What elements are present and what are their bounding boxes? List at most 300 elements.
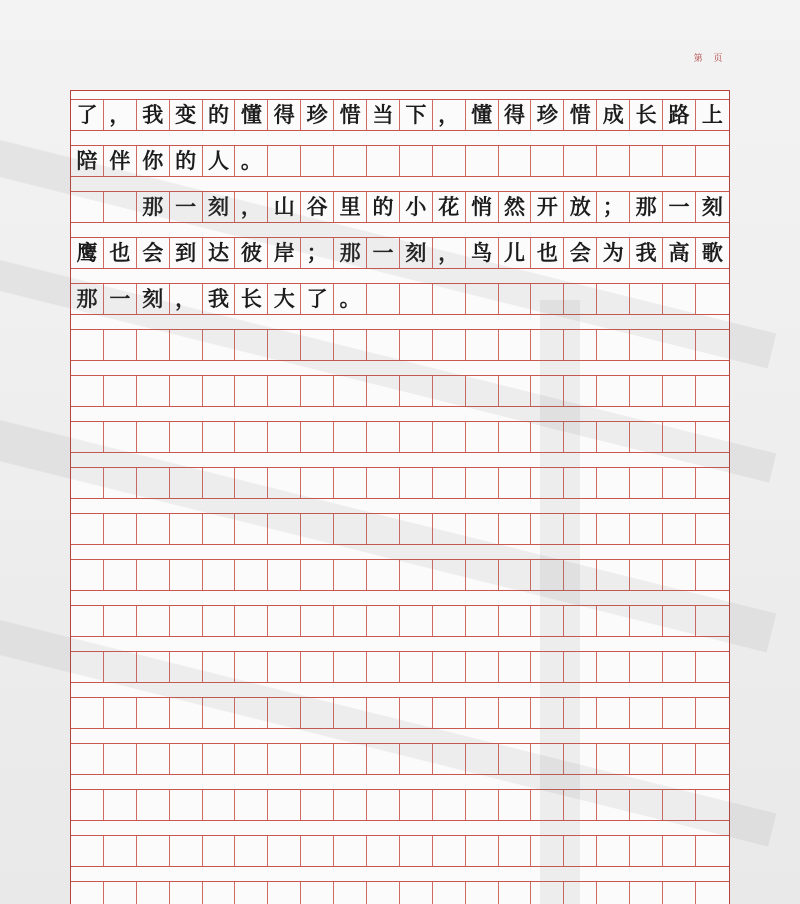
grid-cell	[235, 882, 268, 904]
grid-cell	[531, 330, 564, 360]
grid-row	[71, 191, 729, 223]
grid-cell	[564, 836, 597, 866]
grid-row	[71, 467, 729, 499]
grid-cell	[499, 422, 532, 452]
grid-cell	[400, 560, 433, 590]
grid-cell	[630, 330, 663, 360]
grid-cell	[71, 330, 104, 360]
grid-cell	[137, 330, 170, 360]
grid-cell	[301, 836, 334, 866]
grid-cell: 变	[170, 100, 203, 130]
grid-cell	[466, 698, 499, 728]
grid-cell: 那	[630, 192, 663, 222]
grid-cell	[499, 606, 532, 636]
grid-cell: 惜	[334, 100, 367, 130]
grid-cell	[367, 468, 400, 498]
grid-cell	[235, 652, 268, 682]
grid-cell	[137, 468, 170, 498]
grid-cell	[301, 468, 334, 498]
grid-cell	[235, 744, 268, 774]
grid-cell	[433, 468, 466, 498]
grid-cell: 然	[499, 192, 532, 222]
grid-cell	[630, 560, 663, 590]
grid-cell	[301, 422, 334, 452]
grid-cell	[137, 376, 170, 406]
grid-cell	[696, 284, 729, 314]
grid-cell	[433, 652, 466, 682]
grid-cell	[433, 698, 466, 728]
grid-cell	[301, 652, 334, 682]
grid-cell	[400, 652, 433, 682]
grid-cell: 一	[663, 192, 696, 222]
grid-cell	[564, 422, 597, 452]
grid-cell	[466, 422, 499, 452]
grid-cell	[268, 146, 301, 176]
grid-cell	[466, 790, 499, 820]
grid-cell: 刻	[701, 194, 723, 219]
grid-cell	[433, 284, 466, 314]
grid-cell	[268, 376, 301, 406]
grid-cell	[301, 514, 334, 544]
grid-cell	[400, 606, 433, 636]
grid-cell	[630, 698, 663, 728]
grid-cell	[696, 422, 729, 452]
grid-cell	[301, 790, 334, 820]
grid-cell	[499, 698, 532, 728]
grid-cell	[466, 284, 499, 314]
grid-cell: ，	[433, 100, 466, 130]
grid-cell	[597, 468, 630, 498]
grid-cell	[663, 146, 696, 176]
grid-cell	[663, 698, 696, 728]
grid-cell	[433, 146, 466, 176]
grid-cell	[170, 882, 203, 904]
grid-cell	[203, 836, 236, 866]
grid-cell	[564, 514, 597, 544]
grid-cell: 得	[499, 100, 532, 130]
page-number-label: 第 页	[693, 54, 727, 64]
grid-cell	[334, 330, 367, 360]
grid-cell	[71, 468, 104, 498]
grid-cell: 我	[137, 100, 170, 130]
grid-cell	[367, 284, 400, 314]
grid-cell	[71, 514, 104, 544]
grid-cell	[466, 514, 499, 544]
grid-cell	[630, 284, 663, 314]
grid-cell	[170, 330, 203, 360]
grid-cell	[630, 744, 663, 774]
grid-cell: 儿	[499, 238, 532, 268]
grid-cell: 下	[400, 100, 433, 130]
grid-cell	[203, 698, 236, 728]
grid-cell	[663, 744, 696, 774]
grid-cell	[367, 836, 400, 866]
grid-cell	[367, 790, 400, 820]
grid-cell	[531, 606, 564, 636]
grid-cell	[597, 652, 630, 682]
grid-cell: 山	[268, 192, 301, 222]
grid-cell	[334, 882, 367, 904]
grid-cell	[499, 882, 532, 904]
grid-cell	[104, 790, 137, 820]
grid-cell	[466, 606, 499, 636]
grid-cell	[433, 560, 466, 590]
grid-cell	[367, 744, 400, 774]
grid-cell: 那	[71, 284, 104, 314]
grid-cell	[71, 422, 104, 452]
grid-cell: 长	[630, 100, 663, 130]
grid-cell: ，	[235, 192, 268, 222]
grid-cell	[268, 836, 301, 866]
grid-cell: 悄	[466, 192, 499, 222]
grid-cell	[630, 376, 663, 406]
grid-cell: 的	[170, 146, 203, 176]
grid-cell	[235, 606, 268, 636]
grid-cell	[663, 790, 696, 820]
grid-cell	[531, 376, 564, 406]
grid-cell	[334, 560, 367, 590]
grid-cell	[499, 376, 532, 406]
grid-cell	[696, 652, 729, 682]
grid-cell	[564, 468, 597, 498]
grid-cell	[104, 468, 137, 498]
grid-cell	[564, 882, 597, 904]
grid-cell	[531, 882, 564, 904]
grid-cell: 鸟	[466, 238, 499, 268]
grid-cell: 成	[597, 100, 630, 130]
grid-cell	[301, 376, 334, 406]
grid-cell	[301, 744, 334, 774]
grid-cell	[235, 698, 268, 728]
grid-cell	[564, 560, 597, 590]
grid-cell	[433, 330, 466, 360]
grid-row	[71, 421, 729, 453]
grid-cell: 也	[531, 238, 564, 268]
grid-cell	[630, 146, 663, 176]
grid-cell	[597, 560, 630, 590]
grid-cell	[268, 698, 301, 728]
grid-cell	[433, 882, 466, 904]
grid-cell	[663, 422, 696, 452]
grid-cell	[104, 836, 137, 866]
grid-cell	[531, 146, 564, 176]
grid-cell: 歌	[701, 240, 723, 265]
grid-cell	[71, 882, 104, 904]
grid-cell	[663, 330, 696, 360]
grid-cell	[531, 284, 564, 314]
grid-cell	[531, 560, 564, 590]
grid-cell	[499, 790, 532, 820]
grid-cell	[137, 744, 170, 774]
grid-cell	[499, 514, 532, 544]
grid-cell	[301, 330, 334, 360]
grid-cell	[334, 698, 367, 728]
grid-cell	[630, 606, 663, 636]
grid-cell	[137, 514, 170, 544]
grid-cell	[696, 560, 729, 590]
grid-row	[71, 835, 729, 867]
grid-row	[71, 375, 729, 407]
grid-cell	[663, 836, 696, 866]
grid-cell	[71, 698, 104, 728]
grid-row	[71, 329, 729, 361]
grid-cell	[71, 836, 104, 866]
grid-cell	[400, 882, 433, 904]
grid-cell	[71, 376, 104, 406]
grid-cell	[104, 330, 137, 360]
grid-cell: 我	[630, 238, 663, 268]
grid-cell	[367, 422, 400, 452]
grid-cell	[696, 146, 729, 176]
grid-cell	[170, 652, 203, 682]
grid-row	[71, 651, 729, 683]
grid-cell	[104, 560, 137, 590]
grid-cell	[663, 514, 696, 544]
grid-cell	[531, 468, 564, 498]
grid-cell: 伴	[104, 146, 137, 176]
grid-cell: ；	[597, 192, 630, 222]
grid-cell	[597, 882, 630, 904]
grid-cell	[137, 560, 170, 590]
grid-cell	[367, 882, 400, 904]
grid-cell	[235, 422, 268, 452]
grid-cell	[334, 790, 367, 820]
grid-cell	[433, 744, 466, 774]
grid-cell	[564, 606, 597, 636]
grid-cell	[663, 652, 696, 682]
grid-cell	[696, 376, 729, 406]
grid-cell	[104, 376, 137, 406]
grid-cell	[630, 652, 663, 682]
grid-cell: 岸	[268, 238, 301, 268]
grid-cell	[367, 606, 400, 636]
grid-cell: 高	[663, 238, 696, 268]
grid-cell	[268, 560, 301, 590]
grid-cell	[268, 468, 301, 498]
grid-cell: 懂	[466, 100, 499, 130]
grid-cell	[334, 422, 367, 452]
grid-cell	[203, 560, 236, 590]
grid-cell	[235, 330, 268, 360]
grid-cell	[499, 468, 532, 498]
grid-cell: 一	[367, 238, 400, 268]
grid-cell	[696, 698, 729, 728]
grid-cell	[301, 560, 334, 590]
grid-cell: 一	[170, 192, 203, 222]
grid-cell	[203, 514, 236, 544]
grid-cell	[235, 836, 268, 866]
grid-row	[71, 881, 729, 904]
grid-cell: 到	[170, 238, 203, 268]
grid-cell: 我	[203, 284, 236, 314]
grid-cell	[137, 652, 170, 682]
grid-cell	[630, 790, 663, 820]
grid-cell: 会	[137, 238, 170, 268]
grid-cell	[137, 790, 170, 820]
grid-cell	[400, 744, 433, 774]
grid-cell	[71, 560, 104, 590]
grid-cell	[400, 330, 433, 360]
grid-cell	[104, 514, 137, 544]
grid-cell: 你	[137, 146, 170, 176]
grid-cell	[268, 744, 301, 774]
grid-cell: 也	[104, 238, 137, 268]
grid-cell: ，	[433, 238, 466, 268]
grid-cell	[235, 790, 268, 820]
grid-cell	[564, 146, 597, 176]
grid-cell	[466, 744, 499, 774]
grid-cell	[400, 836, 433, 866]
grid-cell	[696, 468, 729, 498]
grid-cell	[597, 698, 630, 728]
grid-cell	[531, 790, 564, 820]
grid-cell	[499, 330, 532, 360]
grid-cell	[400, 422, 433, 452]
grid-cell	[564, 376, 597, 406]
grid-cell	[630, 514, 663, 544]
grid-row	[71, 237, 729, 269]
grid-cell	[499, 836, 532, 866]
grid-cell: 开	[531, 192, 564, 222]
grid-cell	[268, 514, 301, 544]
grid-cell	[104, 744, 137, 774]
grid-cell	[663, 468, 696, 498]
grid-cell: 放	[564, 192, 597, 222]
grid-cell: 上	[701, 102, 723, 127]
grid-cell	[400, 284, 433, 314]
grid-cell: 了	[301, 284, 334, 314]
grid-cell: 懂	[235, 100, 268, 130]
grid-cell: 那	[334, 238, 367, 268]
grid-cell	[367, 330, 400, 360]
grid-cell	[170, 468, 203, 498]
grid-cell	[499, 560, 532, 590]
grid-cell	[499, 744, 532, 774]
grid-cell	[696, 790, 729, 820]
grid-cell	[564, 790, 597, 820]
grid-cell: 花	[433, 192, 466, 222]
grid-cell	[367, 146, 400, 176]
grid-cell: 一	[104, 284, 137, 314]
grid-cell: 小	[400, 192, 433, 222]
grid-cell	[334, 146, 367, 176]
grid-cell	[71, 192, 104, 222]
grid-cell	[400, 698, 433, 728]
grid-cell: 那	[137, 192, 170, 222]
grid-cell: ；	[301, 238, 334, 268]
grid-cell	[466, 882, 499, 904]
grid-cell: 珍	[301, 100, 334, 130]
grid-cell	[334, 468, 367, 498]
grid-cell: 彼	[235, 238, 268, 268]
grid-cell	[433, 836, 466, 866]
grid-row	[71, 99, 729, 131]
grid-cell	[203, 330, 236, 360]
grid-cell	[597, 744, 630, 774]
grid-cell: ，	[170, 284, 203, 314]
grid-cell	[235, 514, 268, 544]
grid-cell	[696, 514, 729, 544]
grid-cell	[564, 744, 597, 774]
grid-cell	[104, 652, 137, 682]
grid-cell	[334, 606, 367, 636]
grid-cell: 的	[367, 192, 400, 222]
grid-cell	[268, 652, 301, 682]
grid-cell	[170, 376, 203, 406]
grid-cell	[203, 882, 236, 904]
grid-cell	[170, 606, 203, 636]
grid-cell	[170, 790, 203, 820]
grid-cell	[203, 422, 236, 452]
grid-cell	[433, 606, 466, 636]
grid-cell: 大	[268, 284, 301, 314]
grid-cell	[499, 284, 532, 314]
grid-cell	[466, 468, 499, 498]
grid-cell	[564, 330, 597, 360]
grid-cell	[400, 514, 433, 544]
grid-cell	[564, 284, 597, 314]
grid-cell	[104, 606, 137, 636]
grid-cell	[531, 836, 564, 866]
grid-cell	[400, 376, 433, 406]
grid-cell	[564, 698, 597, 728]
grid-cell	[466, 560, 499, 590]
grid-cell	[104, 882, 137, 904]
grid-cell	[71, 606, 104, 636]
grid-cell	[433, 422, 466, 452]
grid-cell: 鹰	[71, 238, 104, 268]
grid-cell	[597, 836, 630, 866]
grid-cell	[564, 652, 597, 682]
grid-paper	[70, 90, 730, 904]
grid-cell	[203, 606, 236, 636]
grid-cell	[301, 606, 334, 636]
grid-row	[71, 697, 729, 729]
grid-cell	[170, 422, 203, 452]
grid-cell	[433, 790, 466, 820]
grid-cell	[170, 514, 203, 544]
grid-cell	[301, 698, 334, 728]
grid-cell	[203, 376, 236, 406]
grid-cell: 刻	[137, 284, 170, 314]
grid-cell	[137, 882, 170, 904]
grid-cell: 达	[203, 238, 236, 268]
grid-cell	[663, 376, 696, 406]
grid-cell: 陪	[71, 146, 104, 176]
grid-cell	[499, 652, 532, 682]
grid-cell	[499, 146, 532, 176]
grid-cell: 谷	[301, 192, 334, 222]
grid-cell	[696, 836, 729, 866]
grid-cell: 里	[334, 192, 367, 222]
grid-cell	[663, 560, 696, 590]
grid-cell	[466, 146, 499, 176]
grid-cell	[663, 606, 696, 636]
grid-cell	[630, 836, 663, 866]
grid-cell	[203, 744, 236, 774]
grid-cell	[334, 744, 367, 774]
grid-cell: 为	[597, 238, 630, 268]
grid-row	[71, 743, 729, 775]
grid-cell	[597, 284, 630, 314]
grid-cell	[235, 468, 268, 498]
grid-cell	[334, 652, 367, 682]
grid-cell	[597, 422, 630, 452]
grid-cell: 惜	[564, 100, 597, 130]
grid-cell: 会	[564, 238, 597, 268]
grid-cell: 长	[235, 284, 268, 314]
grid-cell	[466, 376, 499, 406]
